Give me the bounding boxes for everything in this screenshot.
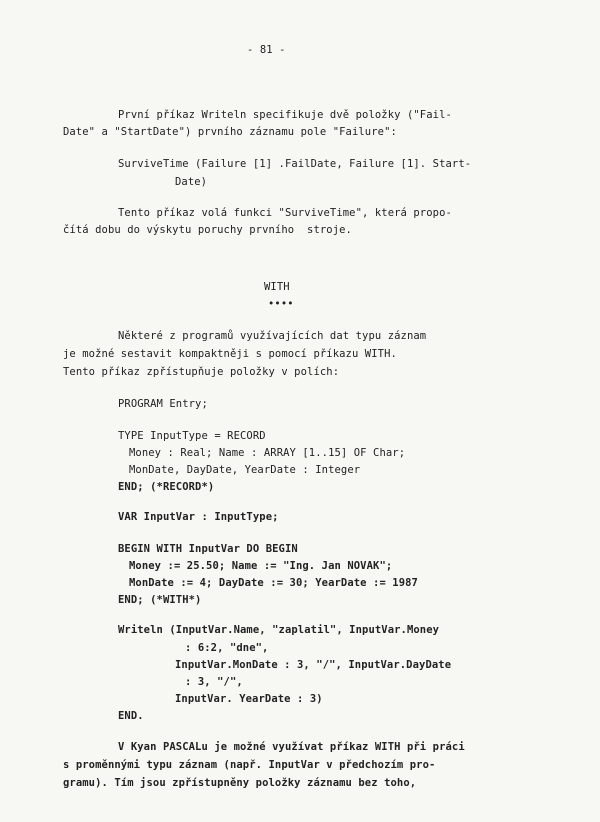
code-fields-1: Money : Real; Name : ARRAY [1..15] OF Char; (129, 447, 406, 459)
paragraph-1-line-1: První příkaz Writeln specifikuje dvě položky ("Fail- (118, 109, 452, 121)
paragraph-2-line-1: Tento příkaz volá funkci "SurviveTime", která propo- (118, 207, 452, 219)
code-end-record: END; (*RECORD*) (118, 481, 215, 493)
code-fields-2: MonDate, DayDate, YearDate : Integer (129, 464, 361, 476)
code-assign-1: Money := 25.50; Name := "Ing. Jan NOVAK"; (129, 560, 393, 572)
paragraph-4-line-3: gramu). Tím jsou zpřístupněny položky záznamu bez toho, (63, 777, 417, 789)
code-type-line: TYPE InputType = RECORD (118, 430, 266, 442)
paragraph-4-line-1: V Kyan PASCALu je možné využívat příkaz WITH při práci (118, 741, 465, 753)
code-survive-line-1: SurviveTime (Failure [1] .FailDate, Failure [1]. Start- (118, 158, 472, 170)
section-ornament: •••• (268, 298, 294, 310)
code-end-with: END; (*WITH*) (118, 594, 202, 606)
code-writeln-5: InputVar. YearDate : 3) (175, 693, 323, 705)
paragraph-3-line-2: je možné sestavit kompaktněji s pomocí příkazu WITH. (63, 348, 397, 360)
code-writeln-2: : 6:2, "dne", (185, 642, 269, 654)
paragraph-3-line-3: Tento příkaz zpřístupňuje položky v polích: (63, 366, 340, 378)
code-writeln-4: : 3, "/", (185, 676, 243, 688)
code-begin-line: BEGIN WITH InputVar DO BEGIN (118, 543, 298, 555)
section-title: WITH (264, 281, 290, 293)
code-writeln-1: Writeln (InputVar.Name, "zaplatil", InputVar.Money (118, 624, 440, 636)
code-end-program: END. (118, 710, 144, 722)
paragraph-4-line-2: s proměnnými typu záznam (např. InputVar v předchozím pro- (63, 759, 436, 771)
paragraph-2-line-2: čítá dobu do výskytu poruchy prvního stroje. (63, 224, 352, 236)
paragraph-3-line-1: Některé z programů využívajících dat typu záznam (118, 330, 427, 342)
code-program-header: PROGRAM Entry; (118, 398, 208, 410)
paragraph-1-line-2: Date" a "StartDate") prvního záznamu pole "Failure": (63, 126, 397, 138)
page-number: - 81 - (247, 44, 286, 56)
code-survive-line-2: Date) (175, 176, 208, 188)
code-var-line: VAR InputVar : InputType; (118, 511, 279, 523)
code-writeln-3: InputVar.MonDate : 3, "/", InputVar.DayDate (175, 659, 452, 671)
code-assign-2: MonDate := 4; DayDate := 30; YearDate := 1987 (129, 577, 418, 589)
